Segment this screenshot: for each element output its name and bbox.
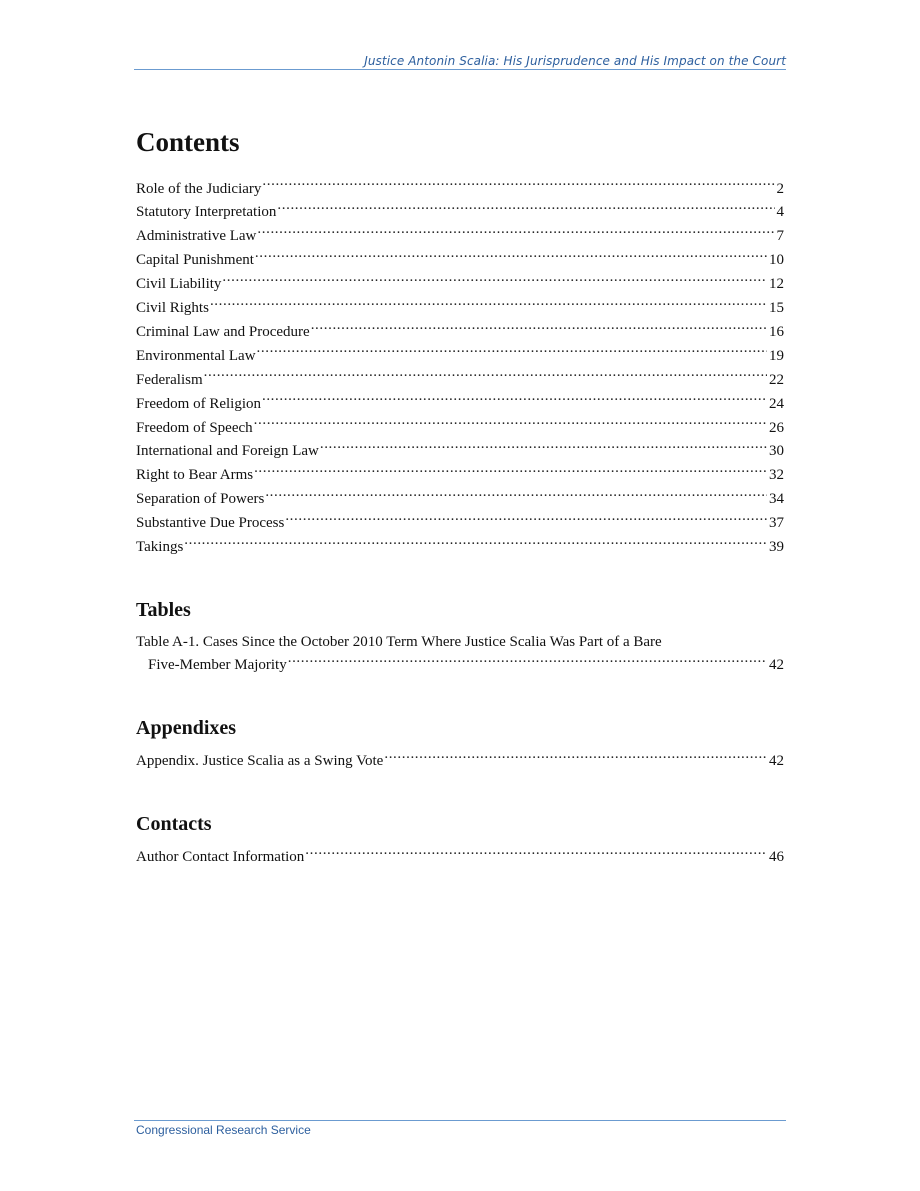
toc-entry-label: Criminal Law and Procedure <box>136 323 310 340</box>
dot-leader <box>305 845 767 862</box>
toc-entry-role-of-the-judiciary[interactable] <box>136 176 784 200</box>
toc-entry-appendix-swing-vote[interactable] <box>136 749 784 773</box>
toc-entry-label: Administrative Law <box>136 228 257 245</box>
toc-entry-environmental-law[interactable] <box>136 343 784 367</box>
toc-entry-label: Takings <box>136 539 184 556</box>
toc-entry-right-to-bear-arms[interactable] <box>136 463 784 487</box>
toc-entry-author-contact-information[interactable] <box>136 845 784 869</box>
toc-entry-label: Freedom of Speech <box>136 419 253 436</box>
toc-entry-page: 12 <box>769 276 784 293</box>
toc-entry-table-a-1[interactable] <box>136 631 784 677</box>
toc-entry-label-line1: Table A-1. Cases Since the October 2010 Term Where Justice Scalia Was Part of a Bare <box>136 633 662 650</box>
toc-entry-page: 22 <box>769 371 784 388</box>
toc-entry-page: 15 <box>769 300 784 317</box>
toc-entry-freedom-of-speech[interactable] <box>136 415 784 439</box>
dot-leader <box>285 511 767 528</box>
dot-leader <box>257 343 767 360</box>
toc-entry-label: Federalism <box>136 371 203 388</box>
toc-entry-takings[interactable] <box>136 535 784 559</box>
toc-entry-page: 46 <box>769 849 784 866</box>
toc-entry-civil-liability[interactable] <box>136 272 784 296</box>
running-header: Justice Antonin Scalia: His Jurisprudence and His Impact on the Court <box>364 54 786 68</box>
toc-entry-page: 32 <box>769 467 784 484</box>
footer-rule <box>134 1120 786 1121</box>
toc-entry-label: Civil Liability <box>136 276 222 293</box>
toc-entry-substantive-due-process[interactable] <box>136 511 784 535</box>
contacts-heading: Contacts <box>136 812 212 835</box>
toc-entry-label: Author Contact Information <box>136 849 305 866</box>
toc-entry-label-line2: Five-Member Majority <box>148 657 287 674</box>
footer-organization: Congressional Research Service <box>136 1123 311 1137</box>
table-of-contents <box>136 124 784 869</box>
toc-entry-criminal-law-and-procedure[interactable] <box>136 319 784 343</box>
dot-leader <box>384 749 767 766</box>
tables-section <box>136 597 784 677</box>
toc-entry-label: International and Foreign Law <box>136 443 319 460</box>
dot-leader <box>265 487 767 504</box>
dot-leader <box>262 176 774 193</box>
toc-entry-capital-punishment[interactable] <box>136 248 784 272</box>
toc-entry-civil-rights[interactable] <box>136 296 784 320</box>
contacts-section <box>136 811 784 869</box>
toc-entry-page: 30 <box>769 443 784 460</box>
toc-entry-international-and-foreign-law[interactable] <box>136 439 784 463</box>
toc-entry-page: 4 <box>776 204 784 221</box>
toc-entry-page: 10 <box>769 252 784 269</box>
toc-entry-federalism[interactable] <box>136 367 784 391</box>
toc-entry-label: Separation of Powers <box>136 491 265 508</box>
header-rule <box>134 69 786 70</box>
dot-leader <box>255 248 767 265</box>
contents-heading: Contents <box>136 127 240 157</box>
toc-entry-label: Civil Rights <box>136 300 209 317</box>
dot-leader <box>257 224 774 241</box>
dot-leader <box>262 391 767 408</box>
toc-entry-label: Appendix. Justice Scalia as a Swing Vote <box>136 753 384 770</box>
toc-entry-label: Environmental Law <box>136 347 256 364</box>
toc-entry-freedom-of-religion[interactable] <box>136 391 784 415</box>
dot-leader <box>222 272 767 289</box>
dot-leader <box>320 439 767 456</box>
toc-entry-page: 34 <box>769 491 784 508</box>
toc-entry-label: Substantive Due Process <box>136 515 285 532</box>
contents-list <box>136 176 784 559</box>
toc-entry-separation-of-powers[interactable] <box>136 487 784 511</box>
toc-entry-page: 42 <box>769 753 784 770</box>
toc-entry-label: Freedom of Religion <box>136 395 261 412</box>
appendixes-section <box>136 715 784 773</box>
toc-entry-page: 16 <box>769 323 784 340</box>
toc-entry-page: 42 <box>769 657 784 674</box>
toc-entry-page: 7 <box>776 228 784 245</box>
dot-leader <box>204 367 767 384</box>
toc-entry-statutory-interpretation[interactable] <box>136 200 784 224</box>
toc-entry-label: Right to Bear Arms <box>136 467 254 484</box>
toc-entry-page: 37 <box>769 515 784 532</box>
dot-leader <box>254 415 767 432</box>
tables-heading: Tables <box>136 598 191 621</box>
dot-leader <box>184 535 767 552</box>
appendixes-heading: Appendixes <box>136 716 237 739</box>
dot-leader <box>210 296 767 313</box>
toc-entry-page: 39 <box>769 539 784 556</box>
dot-leader <box>254 463 767 480</box>
toc-entry-page: 26 <box>769 419 784 436</box>
toc-entry-administrative-law[interactable] <box>136 224 784 248</box>
toc-entry-label: Capital Punishment <box>136 252 254 269</box>
dot-leader <box>288 653 767 670</box>
dot-leader <box>311 319 767 336</box>
toc-entry-page: 2 <box>776 180 784 197</box>
toc-entry-page: 24 <box>769 395 784 412</box>
toc-entry-page: 19 <box>769 347 784 364</box>
toc-entry-label: Statutory Interpretation <box>136 204 277 221</box>
toc-entry-label: Role of the Judiciary <box>136 180 262 197</box>
dot-leader <box>277 200 774 217</box>
